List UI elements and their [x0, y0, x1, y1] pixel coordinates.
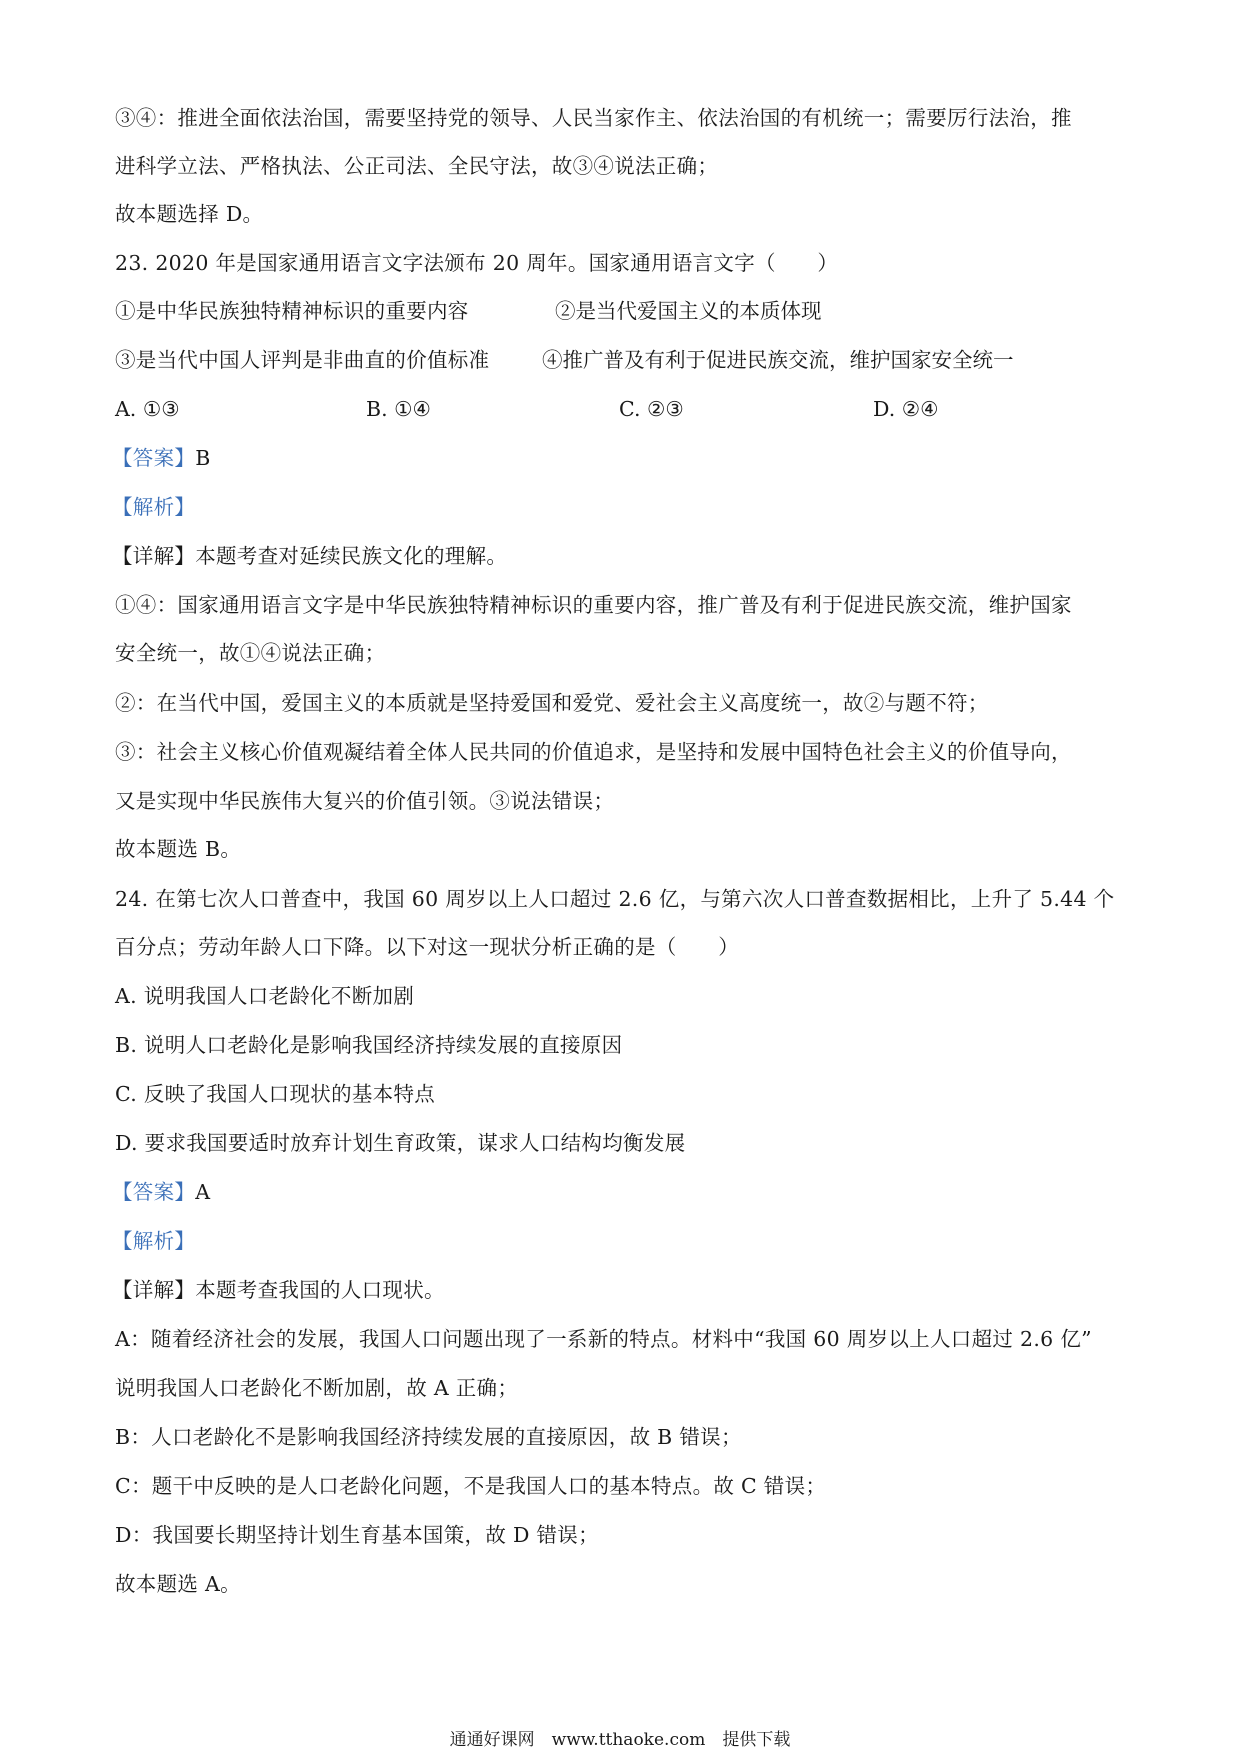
q23-option-a: A. ①③: [115, 397, 180, 421]
q23-conclusion: 故本题选 B。: [115, 837, 242, 861]
q23-option-b: B. ①④: [366, 397, 431, 421]
q24-option-a: A. 说明我国人口老龄化不断加剧: [115, 984, 415, 1008]
q23-explanation-4: ③：社会主义核心价值观凝结着全体人民共同的价值追求，是坚持和发展中国特色社会主义的价值导向，: [115, 740, 1072, 764]
q23-explanation-3: ②：在当代中国，爱国主义的本质就是坚持爱国和爱党、爱社会主义高度统一，故②与题不符；: [115, 691, 989, 715]
q23-analysis-tag: 【解析】: [112, 495, 196, 519]
prev-explanation-line-2: 进科学立法、严格执法、公正司法、全民守法，故③④说法正确；: [115, 154, 719, 178]
q24-detail: 【详解】本题考查我国的人口现状。: [112, 1278, 445, 1302]
prev-conclusion: 故本题选择 D。: [115, 202, 264, 226]
answer-tag: 【答案】: [112, 1180, 196, 1204]
q24-option-b: B. 说明人口老龄化是影响我国经济持续发展的直接原因: [115, 1033, 623, 1057]
q24-option-c: C. 反映了我国人口现状的基本特点: [115, 1082, 436, 1106]
answer-value: B: [195, 446, 211, 470]
q24-explanation-4: C：题干中反映的是人口老龄化问题，不是我国人口的基本特点。故 C 错误；: [115, 1474, 827, 1498]
q23-option-d: D. ②④: [873, 397, 939, 421]
q23-statement-2: ②是当代爱国主义的本质体现: [555, 299, 822, 323]
q24-stem-line-1: 24. 在第七次人口普查中，我国 60 周岁以上人口超过 2.6 亿，与第六次人口普查数据相比，上升了 5.44 个: [115, 887, 1115, 911]
q23-statement-3: ③是当代中国人评判是非曲直的价值标准: [115, 348, 490, 372]
q24-explanation-2: 说明我国人口老龄化不断加剧，故 A 正确；: [115, 1376, 519, 1400]
q23-stem: 23. 2020 年是国家通用语言文字法颁布 20 周年。国家通用语言文字（ ）: [115, 251, 839, 275]
answer-tag: 【答案】: [112, 446, 196, 470]
q23-statement-4: ④推广普及有利于促进民族交流，维护国家安全统一: [542, 348, 1014, 372]
q24-answer: [112, 1177, 210, 1207]
page-footer: 通通好课网 www.tthaoke.com 提供下载: [449, 1730, 791, 1750]
q23-option-c: C. ②③: [619, 397, 684, 421]
q24-option-d: D. 要求我国要适时放弃计划生育政策，谋求人口结构均衡发展: [115, 1131, 686, 1155]
q23-explanation-5: 又是实现中华民族伟大复兴的价值引领。③说法错误；: [115, 789, 615, 813]
q24-stem-line-2: 百分点；劳动年龄人口下降。以下对这一现状分析正确的是（ ）: [115, 935, 739, 959]
q24-explanation-3: B：人口老龄化不是影响我国经济持续发展的直接原因，故 B 错误；: [115, 1425, 742, 1449]
q24-analysis-tag: 【解析】: [112, 1229, 196, 1253]
q24-explanation-1: A：随着经济社会的发展，我国人口问题出现了一系新的特点。材料中“我国 60 周岁以上人口超过 2.6 亿”: [115, 1327, 1092, 1351]
answer-value: A: [195, 1180, 211, 1204]
prev-explanation-line-1: ③④：推进全面依法治国，需要坚持党的领导、人民当家作主、依法治国的有机统一；需要厉行法治，推: [115, 106, 1072, 130]
q24-conclusion: 故本题选 A。: [115, 1572, 241, 1596]
q23-statement-1: ①是中华民族独特精神标识的重要内容: [115, 299, 469, 323]
q24-explanation-5: D：我国要长期坚持计划生育基本国策，故 D 错误；: [115, 1523, 599, 1547]
q23-explanation-2: 安全统一，故①④说法正确；: [115, 641, 386, 665]
q23-explanation-1: ①④：国家通用语言文字是中华民族独特精神标识的重要内容，推广普及有利于促进民族交流，维护国家: [115, 593, 1072, 617]
q23-detail: 【详解】本题考查对延续民族文化的理解。: [112, 544, 508, 568]
q23-answer: [112, 443, 211, 473]
